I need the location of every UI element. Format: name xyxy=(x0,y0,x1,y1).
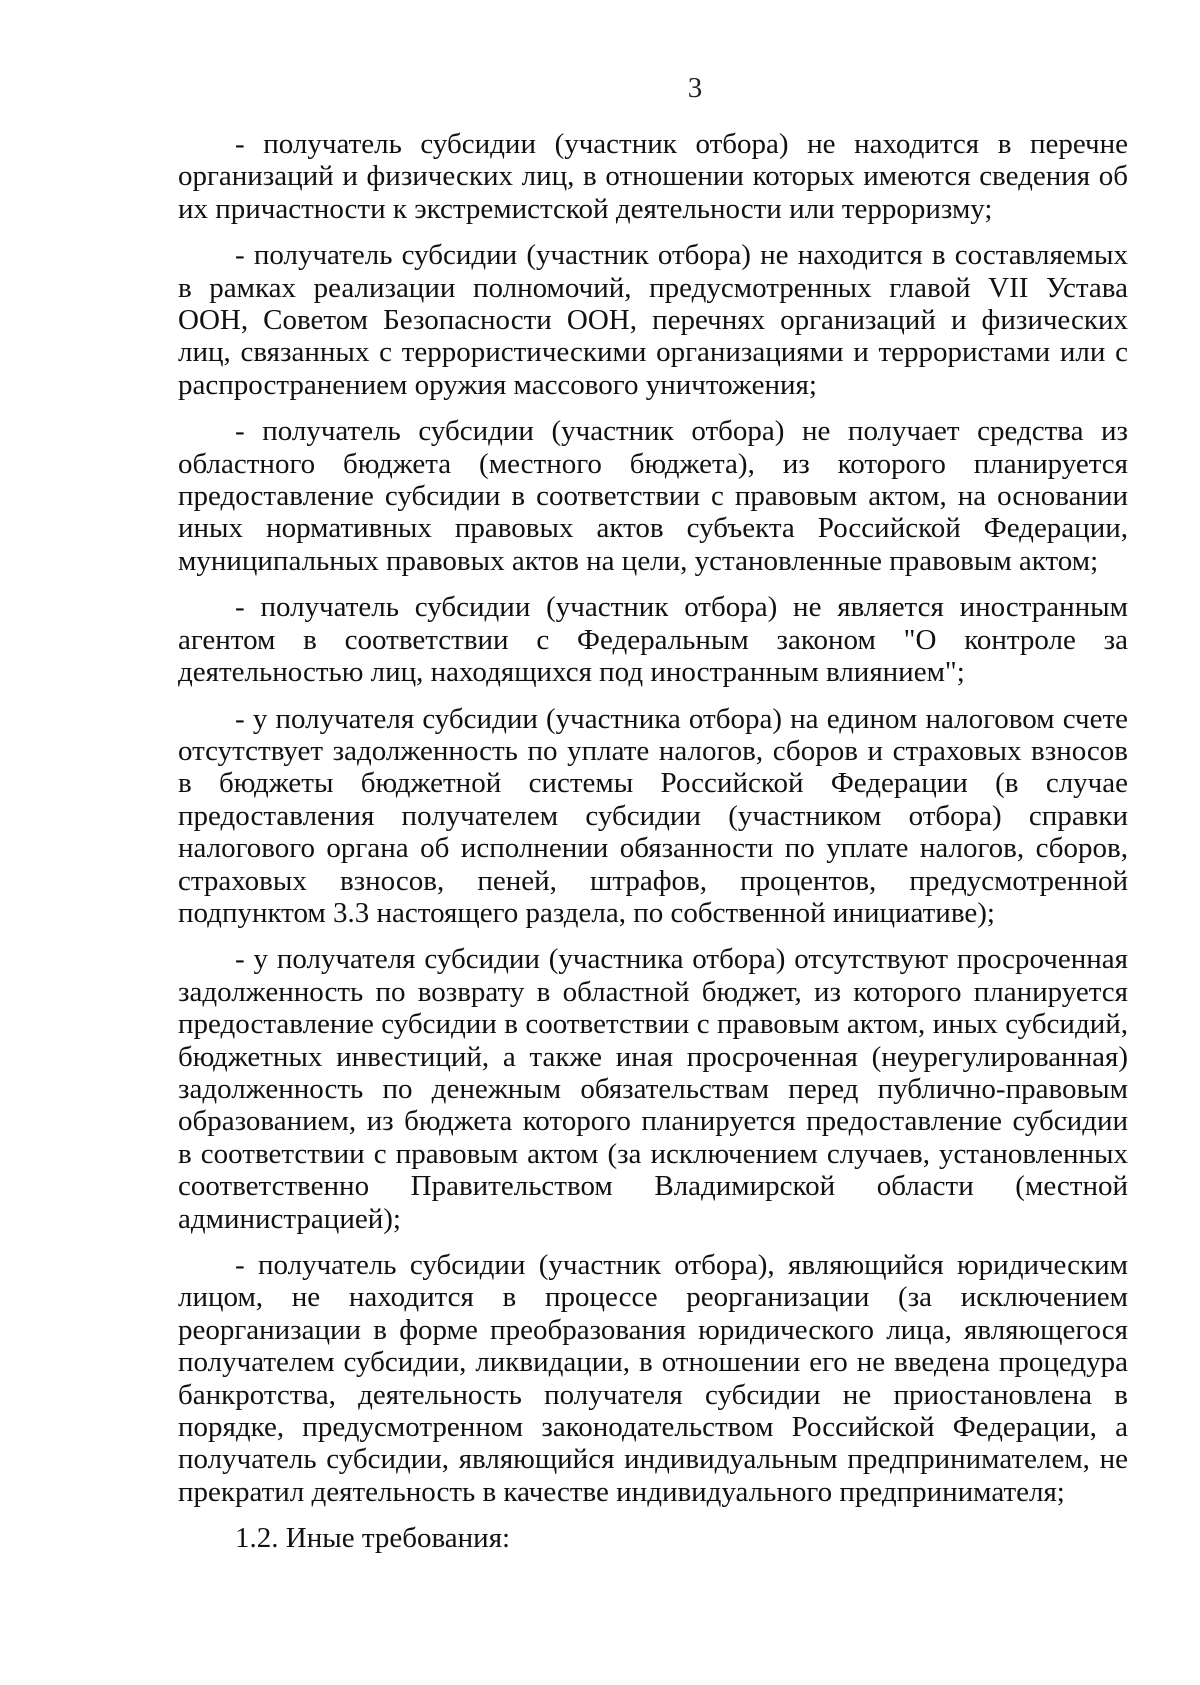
paragraph-un-sanctions-list: - получатель субсидии (участник отбора) не находится в составляемых в рамках реализации полномочий, предусмотренных главой VII Устава ООН, Советом Безопасности ООН, перечнях организаций и физических лиц, связанных с террористическими организациями и террористами или с распространением оружия массового уничтожения; xyxy=(178,239,1128,401)
paragraph-no-overdue-debt: - у получателя субсидии (участника отбора) отсутствуют просроченная задолженность по возврату в областной бюджет, из которого планируется предоставление субсидии в соответствии с правовым актом, иных субсидий, бюджетных инвестиций, а также иная просроченная (неурегулированная) задолженность по денежным обязательствам перед публично-правовым образованием, из бюджета которого планируется предоставление субсидии в соответствии с правовым актом (за исключением случаев, установленных соответственно Правительством Владимирской области (местной администрацией); xyxy=(178,943,1128,1235)
document-body xyxy=(178,128,1128,1555)
paragraph-extremism-list: - получатель субсидии (участник отбора) не находится в перечне организаций и физических лиц, в отношении которых имеются сведения об их причастности к экстремистской деятельности или терроризму; xyxy=(178,128,1128,225)
paragraph-no-other-budget-funds: - получатель субсидии (участник отбора) не получает средства из областного бюджета (местного бюджета), из которого планируется предоставление субсидии в соответствии с правовым актом, на основании иных нормативных правовых актов субъекта Российской Федерации, муниципальных правовых актов на цели, установленные правовым актом; xyxy=(178,415,1128,577)
page-number: 3 xyxy=(687,72,703,104)
paragraph-not-foreign-agent: - получатель субсидии (участник отбора) не является иностранным агентом в соответствии с Федеральным законом "О контроле за деятельностью лиц, находящихся под иностранным влиянием"; xyxy=(178,591,1128,689)
section-heading-other-requirements: 1.2. Иные требования: xyxy=(235,1522,511,1555)
paragraph-not-in-reorganization: - получатель субсидии (участник отбора), являющийся юридическим лицом, не находится в процессе реорганизации (за исключением реорганизации в форме преобразования юридического лица, являющегося получателем субсидии, ликвидации, в отношении его не введена процедура банкротства, деятельность получателя субсидии не приостановлена в порядке, предусмотренном законодательством Российской Федерации, а получатель субсидии, являющийся индивидуальным предпринимателем, не прекратил деятельность в качестве индивидуального предпринимателя; xyxy=(178,1249,1128,1508)
paragraph-no-tax-debt: - у получателя субсидии (участника отбора) на едином налоговом счете отсутствует задолженность по уплате налогов, сборов и страховых взносов в бюджеты бюджетной системы Российской Федерации (в случае предоставления получателем субсидии (участником отбора) справки налогового органа об исполнении обязанности по уплате налогов, сборов, страховых взносов, пеней, штрафов, процентов, предусмотренной подпунктом 3.3 настоящего раздела, по собственной инициативе); xyxy=(178,702,1128,929)
